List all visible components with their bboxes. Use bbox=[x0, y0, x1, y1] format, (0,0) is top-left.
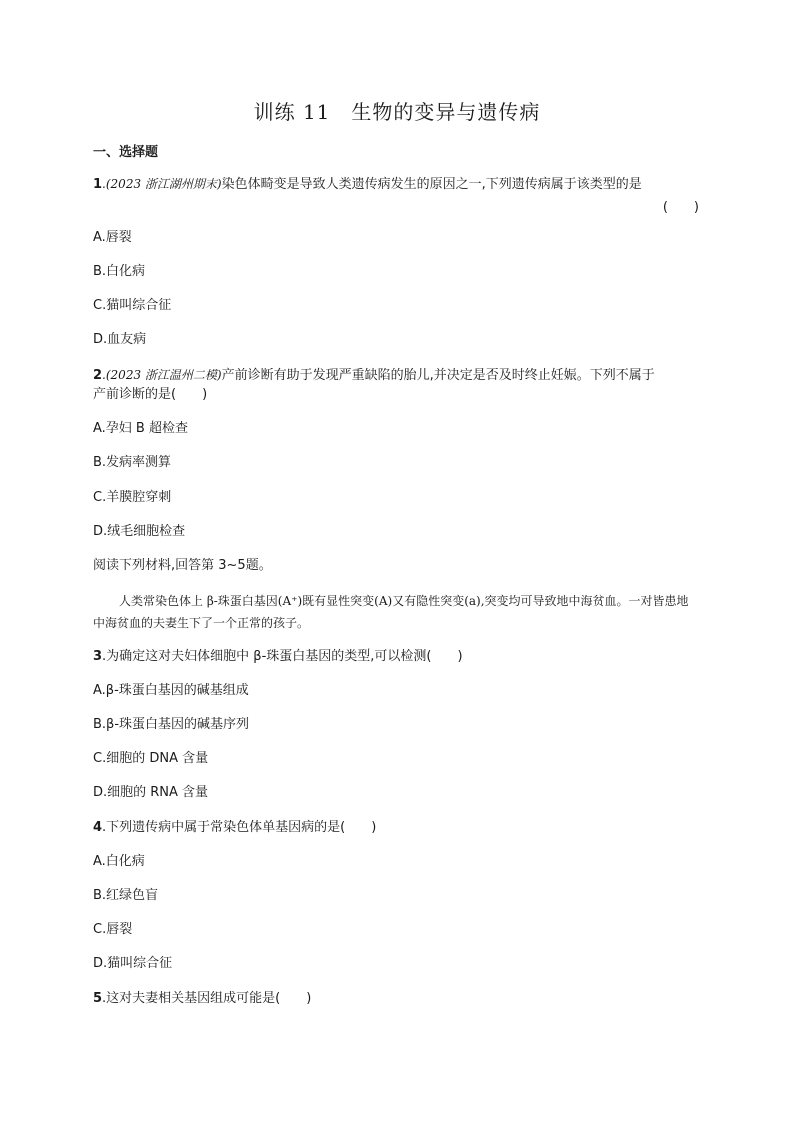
question-text: .为确定这对夫妇体细胞中 β-珠蛋白基因的类型,可以检测( ) bbox=[102, 649, 463, 664]
option-d: D.细胞的 RNA 含量 bbox=[93, 785, 209, 800]
option-a: A.孕妇 B 超检查 bbox=[93, 421, 188, 436]
option-c: C.羊膜腔穿刺 bbox=[93, 490, 172, 505]
question-source: .(2023 浙江温州二模) bbox=[102, 368, 222, 382]
option-b: B.红绿色盲 bbox=[93, 888, 159, 903]
question-number: 2 bbox=[93, 368, 103, 383]
question-4-stem bbox=[93, 819, 376, 837]
question-number: 1 bbox=[93, 177, 103, 192]
option-d: D.血友病 bbox=[93, 332, 147, 347]
option-b: B.白化病 bbox=[93, 264, 146, 279]
question-number: 3 bbox=[93, 649, 103, 664]
page-title: 训练 11 生物的变异与遗传病 bbox=[253, 100, 541, 124]
question-5-stem bbox=[93, 990, 311, 1008]
question-text: 染色体畸变是导致人类遗传病发生的原因之一,下列遗传病属于该类型的是 bbox=[221, 177, 642, 192]
option-c: C.猫叫综合征 bbox=[93, 298, 172, 313]
reading-intro: 阅读下列材料,回答第 3~5题。 bbox=[93, 558, 272, 573]
option-d: D.猫叫综合征 bbox=[93, 956, 173, 971]
option-b: B.β-珠蛋白基因的碱基序列 bbox=[93, 717, 250, 732]
option-a: A.唇裂 bbox=[93, 230, 132, 245]
question-number: 4 bbox=[93, 820, 103, 835]
option-a: A.β-珠蛋白基因的碱基组成 bbox=[93, 683, 249, 698]
option-a: A.白化病 bbox=[93, 854, 145, 869]
question-2-stem-cont: 产前诊断的是( ) bbox=[93, 387, 208, 402]
option-c: C.细胞的 DNA 含量 bbox=[93, 751, 209, 766]
question-3-stem bbox=[93, 648, 463, 666]
question-text: .这对夫妻相关基因组成可能是( ) bbox=[102, 991, 312, 1006]
option-c: C.唇裂 bbox=[93, 922, 133, 937]
reading-material: 人类常染色体上 β-珠蛋白基因(A⁺)既有显性突变(A)又有隐性突变(a),突变均可导致地中海贫血。一对皆患地中海贫血的夫妻生下了一个正常的孩子。 bbox=[93, 594, 689, 630]
option-d: D.绒毛细胞检查 bbox=[93, 524, 186, 539]
question-number: 5 bbox=[93, 991, 103, 1006]
question-2-stem bbox=[93, 366, 655, 385]
question-text: 产前诊断有助于发现严重缺陷的胎儿,并决定是否及时终止妊娠。下列不属于 bbox=[221, 368, 655, 383]
question-1-stem bbox=[93, 175, 642, 194]
answer-paren: ( ) bbox=[662, 200, 699, 215]
option-b: B.发病率测算 bbox=[93, 455, 172, 470]
question-source: .(2023 浙江湖州期末) bbox=[102, 177, 222, 191]
section-heading: 一、选择题 bbox=[93, 145, 159, 160]
question-text: .下列遗传病中属于常染色体单基因病的是( ) bbox=[102, 820, 377, 835]
